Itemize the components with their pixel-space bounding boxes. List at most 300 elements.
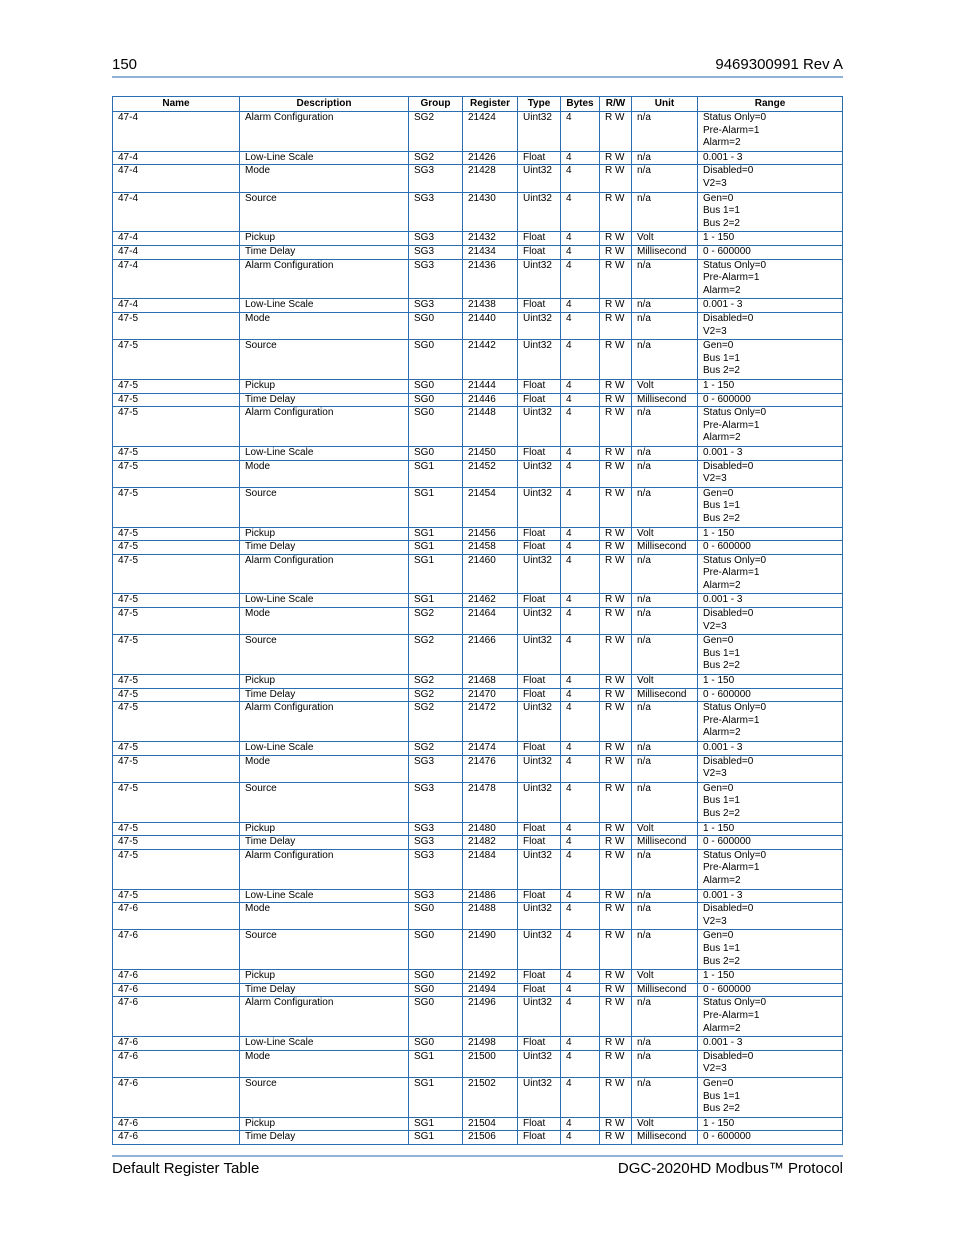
- cell-unit: n/a: [632, 299, 698, 313]
- cell-name: 47-6: [113, 1131, 240, 1145]
- cell-rw: R W: [600, 755, 632, 782]
- cell-unit: n/a: [632, 407, 698, 447]
- cell-register: 21448: [463, 407, 518, 447]
- cell-bytes: 4: [561, 688, 600, 702]
- cell-rw: R W: [600, 1131, 632, 1145]
- cell-group: SG2: [409, 151, 463, 165]
- cell-range: Status Only=0 Pre-Alarm=1 Alarm=2: [698, 407, 843, 447]
- cell-range: Disabled=0 V2=3: [698, 312, 843, 339]
- cell-type: Uint32: [518, 259, 561, 299]
- cell-rw: R W: [600, 983, 632, 997]
- cell-register: 21424: [463, 112, 518, 152]
- table-row: [113, 407, 843, 447]
- cell-range: 1 - 150: [698, 675, 843, 689]
- cell-unit: n/a: [632, 554, 698, 594]
- table-row: [113, 299, 843, 313]
- cell-unit: n/a: [632, 782, 698, 822]
- table-row: [113, 151, 843, 165]
- cell-name: 47-6: [113, 903, 240, 930]
- table-row: [113, 460, 843, 487]
- cell-group: SG0: [409, 446, 463, 460]
- cell-group: SG3: [409, 299, 463, 313]
- table-row: [113, 688, 843, 702]
- cell-type: Uint32: [518, 1077, 561, 1117]
- cell-description: Low-Line Scale: [240, 889, 409, 903]
- cell-name: 47-6: [113, 1077, 240, 1117]
- table-row: [113, 393, 843, 407]
- cell-type: Float: [518, 393, 561, 407]
- cell-register: 21460: [463, 554, 518, 594]
- cell-range: 1 - 150: [698, 822, 843, 836]
- cell-range: 1 - 150: [698, 970, 843, 984]
- cell-rw: R W: [600, 675, 632, 689]
- cell-group: SG2: [409, 112, 463, 152]
- cell-rw: R W: [600, 340, 632, 380]
- cell-name: 47-4: [113, 151, 240, 165]
- cell-bytes: 4: [561, 259, 600, 299]
- cell-group: SG0: [409, 393, 463, 407]
- cell-description: Source: [240, 340, 409, 380]
- cell-type: Float: [518, 983, 561, 997]
- cell-group: SG3: [409, 822, 463, 836]
- cell-description: Low-Line Scale: [240, 151, 409, 165]
- footer-title: DGC-2020HD Modbus™ Protocol: [617, 1160, 843, 1177]
- cell-register: 21480: [463, 822, 518, 836]
- cell-range: 1 - 150: [698, 379, 843, 393]
- cell-rw: R W: [600, 782, 632, 822]
- cell-bytes: 4: [561, 393, 600, 407]
- cell-group: SG3: [409, 232, 463, 246]
- cell-name: 47-5: [113, 755, 240, 782]
- cell-name: 47-5: [113, 554, 240, 594]
- cell-name: 47-5: [113, 688, 240, 702]
- cell-register: 21464: [463, 608, 518, 635]
- cell-range: Disabled=0 V2=3: [698, 903, 843, 930]
- cell-description: Low-Line Scale: [240, 742, 409, 756]
- cell-rw: R W: [600, 446, 632, 460]
- cell-bytes: 4: [561, 1077, 600, 1117]
- cell-name: 47-4: [113, 259, 240, 299]
- cell-bytes: 4: [561, 460, 600, 487]
- cell-type: Uint32: [518, 635, 561, 675]
- cell-unit: Millisecond: [632, 245, 698, 259]
- cell-register: 21436: [463, 259, 518, 299]
- cell-unit: Volt: [632, 970, 698, 984]
- cell-type: Uint32: [518, 407, 561, 447]
- cell-name: 47-5: [113, 822, 240, 836]
- cell-group: SG0: [409, 340, 463, 380]
- cell-bytes: 4: [561, 192, 600, 232]
- cell-group: SG0: [409, 983, 463, 997]
- cell-register: 21494: [463, 983, 518, 997]
- cell-rw: R W: [600, 997, 632, 1037]
- table-row: [113, 594, 843, 608]
- cell-bytes: 4: [561, 983, 600, 997]
- cell-unit: Volt: [632, 527, 698, 541]
- cell-unit: n/a: [632, 889, 698, 903]
- cell-group: SG2: [409, 675, 463, 689]
- cell-range: Status Only=0 Pre-Alarm=1 Alarm=2: [698, 849, 843, 889]
- cell-unit: Volt: [632, 1117, 698, 1131]
- cell-type: Uint32: [518, 930, 561, 970]
- cell-bytes: 4: [561, 379, 600, 393]
- cell-register: 21478: [463, 782, 518, 822]
- cell-rw: R W: [600, 192, 632, 232]
- cell-unit: Volt: [632, 232, 698, 246]
- cell-bytes: 4: [561, 232, 600, 246]
- cell-rw: R W: [600, 379, 632, 393]
- cell-register: 21462: [463, 594, 518, 608]
- cell-bytes: 4: [561, 312, 600, 339]
- cell-description: Source: [240, 1077, 409, 1117]
- cell-type: Uint32: [518, 165, 561, 192]
- cell-range: 0.001 - 3: [698, 889, 843, 903]
- cell-register: 21484: [463, 849, 518, 889]
- cell-unit: n/a: [632, 151, 698, 165]
- cell-description: Alarm Configuration: [240, 407, 409, 447]
- cell-register: 21504: [463, 1117, 518, 1131]
- cell-range: Status Only=0 Pre-Alarm=1 Alarm=2: [698, 554, 843, 594]
- cell-description: Mode: [240, 312, 409, 339]
- cell-bytes: 4: [561, 742, 600, 756]
- cell-register: 21472: [463, 702, 518, 742]
- cell-range: Gen=0 Bus 1=1 Bus 2=2: [698, 1077, 843, 1117]
- cell-register: 21456: [463, 527, 518, 541]
- cell-name: 47-5: [113, 702, 240, 742]
- cell-range: 0 - 600000: [698, 836, 843, 850]
- cell-unit: Millisecond: [632, 983, 698, 997]
- table-row: [113, 1050, 843, 1077]
- cell-description: Pickup: [240, 1117, 409, 1131]
- header-rule: [112, 76, 843, 78]
- cell-description: Low-Line Scale: [240, 446, 409, 460]
- cell-type: Float: [518, 541, 561, 555]
- page-footer: [112, 1160, 843, 1180]
- table-row: [113, 903, 843, 930]
- cell-register: 21446: [463, 393, 518, 407]
- cell-type: Uint32: [518, 849, 561, 889]
- cell-range: Disabled=0 V2=3: [698, 165, 843, 192]
- cell-group: SG0: [409, 970, 463, 984]
- cell-unit: n/a: [632, 742, 698, 756]
- cell-range: Gen=0 Bus 1=1 Bus 2=2: [698, 782, 843, 822]
- cell-description: Pickup: [240, 379, 409, 393]
- cell-unit: n/a: [632, 192, 698, 232]
- cell-rw: R W: [600, 460, 632, 487]
- cell-unit: Millisecond: [632, 1131, 698, 1145]
- cell-range: 0.001 - 3: [698, 151, 843, 165]
- cell-type: Float: [518, 822, 561, 836]
- cell-type: Uint32: [518, 487, 561, 527]
- cell-unit: n/a: [632, 594, 698, 608]
- cell-group: SG0: [409, 379, 463, 393]
- cell-description: Low-Line Scale: [240, 594, 409, 608]
- table-row: [113, 192, 843, 232]
- cell-type: Uint32: [518, 312, 561, 339]
- cell-name: 47-4: [113, 299, 240, 313]
- table-row: [113, 259, 843, 299]
- page-header: [112, 56, 843, 76]
- cell-name: 47-5: [113, 340, 240, 380]
- cell-range: 0 - 600000: [698, 1131, 843, 1145]
- cell-group: SG3: [409, 245, 463, 259]
- cell-name: 47-6: [113, 997, 240, 1037]
- cell-description: Pickup: [240, 822, 409, 836]
- cell-range: 1 - 150: [698, 527, 843, 541]
- cell-unit: n/a: [632, 849, 698, 889]
- cell-group: SG0: [409, 930, 463, 970]
- cell-type: Float: [518, 1131, 561, 1145]
- cell-rw: R W: [600, 259, 632, 299]
- cell-name: 47-5: [113, 742, 240, 756]
- cell-rw: R W: [600, 635, 632, 675]
- cell-type: Float: [518, 836, 561, 850]
- cell-unit: Volt: [632, 675, 698, 689]
- cell-register: 21440: [463, 312, 518, 339]
- column-header-register: Register: [463, 97, 518, 112]
- cell-bytes: 4: [561, 755, 600, 782]
- cell-type: Float: [518, 688, 561, 702]
- cell-type: Float: [518, 889, 561, 903]
- cell-bytes: 4: [561, 165, 600, 192]
- cell-unit: n/a: [632, 635, 698, 675]
- cell-bytes: 4: [561, 889, 600, 903]
- table-row: [113, 822, 843, 836]
- cell-description: Alarm Configuration: [240, 702, 409, 742]
- cell-unit: Volt: [632, 379, 698, 393]
- cell-rw: R W: [600, 393, 632, 407]
- cell-group: SG2: [409, 608, 463, 635]
- cell-group: SG1: [409, 1050, 463, 1077]
- table-row: [113, 112, 843, 152]
- cell-unit: n/a: [632, 1077, 698, 1117]
- cell-range: 1 - 150: [698, 1117, 843, 1131]
- table-row: [113, 379, 843, 393]
- cell-bytes: 4: [561, 299, 600, 313]
- cell-bytes: 4: [561, 245, 600, 259]
- cell-group: SG3: [409, 849, 463, 889]
- column-header-type: Type: [518, 97, 561, 112]
- cell-description: Low-Line Scale: [240, 1037, 409, 1051]
- cell-rw: R W: [600, 608, 632, 635]
- table-row: [113, 675, 843, 689]
- cell-range: Status Only=0 Pre-Alarm=1 Alarm=2: [698, 112, 843, 152]
- cell-rw: R W: [600, 299, 632, 313]
- cell-group: SG1: [409, 460, 463, 487]
- cell-register: 21452: [463, 460, 518, 487]
- cell-unit: n/a: [632, 259, 698, 299]
- cell-type: Float: [518, 151, 561, 165]
- cell-rw: R W: [600, 836, 632, 850]
- cell-description: Mode: [240, 1050, 409, 1077]
- cell-unit: n/a: [632, 903, 698, 930]
- cell-group: SG3: [409, 836, 463, 850]
- cell-bytes: 4: [561, 782, 600, 822]
- cell-bytes: 4: [561, 407, 600, 447]
- cell-description: Mode: [240, 460, 409, 487]
- column-header-unit: Unit: [632, 97, 698, 112]
- cell-bytes: 4: [561, 594, 600, 608]
- cell-name: 47-5: [113, 836, 240, 850]
- table-row: [113, 782, 843, 822]
- table-row: [113, 527, 843, 541]
- cell-name: 47-6: [113, 1037, 240, 1051]
- cell-bytes: 4: [561, 487, 600, 527]
- cell-bytes: 4: [561, 340, 600, 380]
- cell-group: SG3: [409, 165, 463, 192]
- cell-name: 47-5: [113, 393, 240, 407]
- cell-register: 21506: [463, 1131, 518, 1145]
- cell-register: 21486: [463, 889, 518, 903]
- cell-description: Mode: [240, 903, 409, 930]
- table-row: [113, 165, 843, 192]
- cell-rw: R W: [600, 1077, 632, 1117]
- cell-type: Float: [518, 1037, 561, 1051]
- cell-unit: n/a: [632, 112, 698, 152]
- cell-type: Uint32: [518, 1050, 561, 1077]
- cell-type: Uint32: [518, 782, 561, 822]
- cell-register: 21482: [463, 836, 518, 850]
- cell-name: 47-4: [113, 112, 240, 152]
- cell-type: Uint32: [518, 460, 561, 487]
- cell-name: 47-5: [113, 594, 240, 608]
- cell-rw: R W: [600, 541, 632, 555]
- cell-register: 21458: [463, 541, 518, 555]
- table-row: [113, 1077, 843, 1117]
- cell-range: Disabled=0 V2=3: [698, 1050, 843, 1077]
- table-row: [113, 889, 843, 903]
- cell-description: Time Delay: [240, 688, 409, 702]
- cell-bytes: 4: [561, 675, 600, 689]
- cell-type: Float: [518, 675, 561, 689]
- cell-register: 21492: [463, 970, 518, 984]
- cell-register: 21454: [463, 487, 518, 527]
- cell-rw: R W: [600, 232, 632, 246]
- cell-unit: n/a: [632, 997, 698, 1037]
- cell-description: Pickup: [240, 970, 409, 984]
- cell-range: Disabled=0 V2=3: [698, 755, 843, 782]
- table-body: [113, 112, 843, 1145]
- cell-group: SG3: [409, 192, 463, 232]
- cell-rw: R W: [600, 742, 632, 756]
- cell-rw: R W: [600, 889, 632, 903]
- cell-group: SG3: [409, 782, 463, 822]
- cell-name: 47-6: [113, 983, 240, 997]
- cell-name: 47-5: [113, 487, 240, 527]
- cell-description: Pickup: [240, 527, 409, 541]
- footer-rule: [112, 1155, 843, 1157]
- cell-range: 0 - 600000: [698, 541, 843, 555]
- cell-description: Alarm Configuration: [240, 997, 409, 1037]
- table-row: [113, 446, 843, 460]
- cell-rw: R W: [600, 594, 632, 608]
- cell-rw: R W: [600, 688, 632, 702]
- cell-register: 21466: [463, 635, 518, 675]
- cell-description: Alarm Configuration: [240, 554, 409, 594]
- cell-range: Status Only=0 Pre-Alarm=1 Alarm=2: [698, 702, 843, 742]
- cell-register: 21438: [463, 299, 518, 313]
- cell-type: Uint32: [518, 192, 561, 232]
- cell-range: Gen=0 Bus 1=1 Bus 2=2: [698, 487, 843, 527]
- cell-type: Float: [518, 299, 561, 313]
- table-row: [113, 702, 843, 742]
- document-id: 9469300991 Rev A: [715, 56, 843, 73]
- cell-name: 47-6: [113, 1050, 240, 1077]
- cell-group: SG0: [409, 1037, 463, 1051]
- cell-type: Float: [518, 232, 561, 246]
- cell-name: 47-5: [113, 675, 240, 689]
- column-header-range: Range: [698, 97, 843, 112]
- table-row: [113, 930, 843, 970]
- cell-register: 21450: [463, 446, 518, 460]
- cell-unit: n/a: [632, 165, 698, 192]
- cell-bytes: 4: [561, 635, 600, 675]
- cell-type: Float: [518, 245, 561, 259]
- cell-group: SG0: [409, 903, 463, 930]
- cell-type: Uint32: [518, 997, 561, 1037]
- page-number: 150: [112, 56, 138, 73]
- cell-range: 0.001 - 3: [698, 446, 843, 460]
- cell-range: Status Only=0 Pre-Alarm=1 Alarm=2: [698, 259, 843, 299]
- cell-description: Mode: [240, 608, 409, 635]
- table-row: [113, 983, 843, 997]
- cell-name: 47-5: [113, 460, 240, 487]
- cell-group: SG1: [409, 1131, 463, 1145]
- cell-name: 47-5: [113, 849, 240, 889]
- cell-description: Time Delay: [240, 1131, 409, 1145]
- cell-name: 47-5: [113, 312, 240, 339]
- cell-type: Float: [518, 594, 561, 608]
- cell-name: 47-6: [113, 1117, 240, 1131]
- cell-range: 0.001 - 3: [698, 594, 843, 608]
- cell-description: Time Delay: [240, 393, 409, 407]
- cell-range: Gen=0 Bus 1=1 Bus 2=2: [698, 930, 843, 970]
- table-row: [113, 312, 843, 339]
- cell-name: 47-6: [113, 970, 240, 984]
- cell-bytes: 4: [561, 836, 600, 850]
- cell-register: 21488: [463, 903, 518, 930]
- cell-type: Uint32: [518, 702, 561, 742]
- cell-unit: n/a: [632, 702, 698, 742]
- cell-unit: n/a: [632, 312, 698, 339]
- cell-rw: R W: [600, 487, 632, 527]
- cell-unit: Volt: [632, 822, 698, 836]
- cell-range: Gen=0 Bus 1=1 Bus 2=2: [698, 340, 843, 380]
- cell-group: SG3: [409, 755, 463, 782]
- table-header-row: [113, 97, 843, 112]
- cell-type: Float: [518, 527, 561, 541]
- cell-bytes: 4: [561, 608, 600, 635]
- cell-bytes: 4: [561, 903, 600, 930]
- cell-rw: R W: [600, 112, 632, 152]
- cell-bytes: 4: [561, 554, 600, 594]
- cell-group: SG2: [409, 688, 463, 702]
- cell-unit: n/a: [632, 446, 698, 460]
- cell-rw: R W: [600, 527, 632, 541]
- cell-description: Alarm Configuration: [240, 259, 409, 299]
- table-row: [113, 635, 843, 675]
- cell-type: Uint32: [518, 112, 561, 152]
- cell-name: 47-5: [113, 527, 240, 541]
- cell-register: 21474: [463, 742, 518, 756]
- table-row: [113, 742, 843, 756]
- cell-type: Float: [518, 379, 561, 393]
- cell-register: 21496: [463, 997, 518, 1037]
- cell-group: SG1: [409, 487, 463, 527]
- table-row: [113, 340, 843, 380]
- cell-bytes: 4: [561, 1050, 600, 1077]
- cell-name: 47-5: [113, 889, 240, 903]
